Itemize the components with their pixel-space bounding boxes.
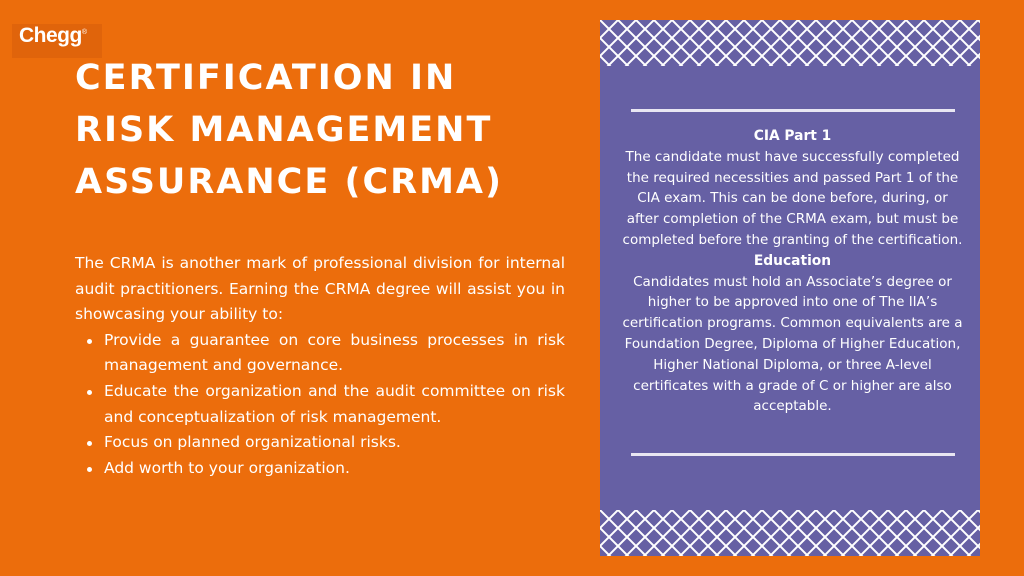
divider-bottom [631, 453, 955, 456]
education-heading: Education [753, 252, 832, 269]
cia-part1-heading: CIA Part 1 [753, 128, 832, 144]
intro-paragraph: The CRMA is another mark of professional division for internal audit practitioners. Earning the CRMA degree will assist you in showcasing your ability to: [75, 254, 565, 324]
ability-list [75, 328, 565, 482]
lattice-pattern-top [600, 20, 980, 66]
list-item [75, 456, 565, 482]
page-title [75, 52, 575, 208]
title-line-2: RISK MANAGEMENT [75, 110, 493, 150]
title-line-3: ASSURANCE (CRMA) [75, 162, 504, 202]
divider-top [631, 109, 955, 112]
list-item-text: Add worth to your organization. [104, 458, 350, 477]
cia-part1-text: The candidate must have successfully completed the required necessities and passed Part 1 of the CIA exam. This can be done before, during, or after completion of the CRMA exam, but must be completed before the granting of the certification. [622, 148, 963, 248]
info-card [600, 20, 980, 556]
education-text: Candidates must hold an Associate’s degree or higher to be approved into one of The IIA’s certification programs. Common equivalents are a Foundation Degree, Diploma of Higher Education, Higher National Diploma, or three A-level certificates with a grade of C or higher are also acceptable. [622, 273, 963, 415]
logo-text: Chegg [19, 24, 82, 47]
bullet-icon [87, 467, 92, 472]
chegg-logo[interactable] [19, 24, 87, 48]
bullet-icon [87, 390, 92, 395]
title-line-1: CERTIFICATION IN [75, 58, 457, 98]
description-block [75, 251, 565, 481]
bullet-icon [87, 339, 92, 344]
lattice-pattern-bottom [600, 510, 980, 556]
list-item-text: Educate the organization and the audit committee on risk and conceptualization of risk management. [104, 381, 565, 426]
registered-mark: ® [81, 29, 87, 36]
list-item [75, 430, 565, 456]
list-item-text: Focus on planned organizational risks. [104, 433, 401, 452]
card-text [620, 126, 965, 417]
list-item [75, 328, 565, 379]
list-item-text: Provide a guarantee on core business processes in risk management and governance. [104, 330, 565, 375]
list-item [75, 379, 565, 430]
bullet-icon [87, 441, 92, 446]
